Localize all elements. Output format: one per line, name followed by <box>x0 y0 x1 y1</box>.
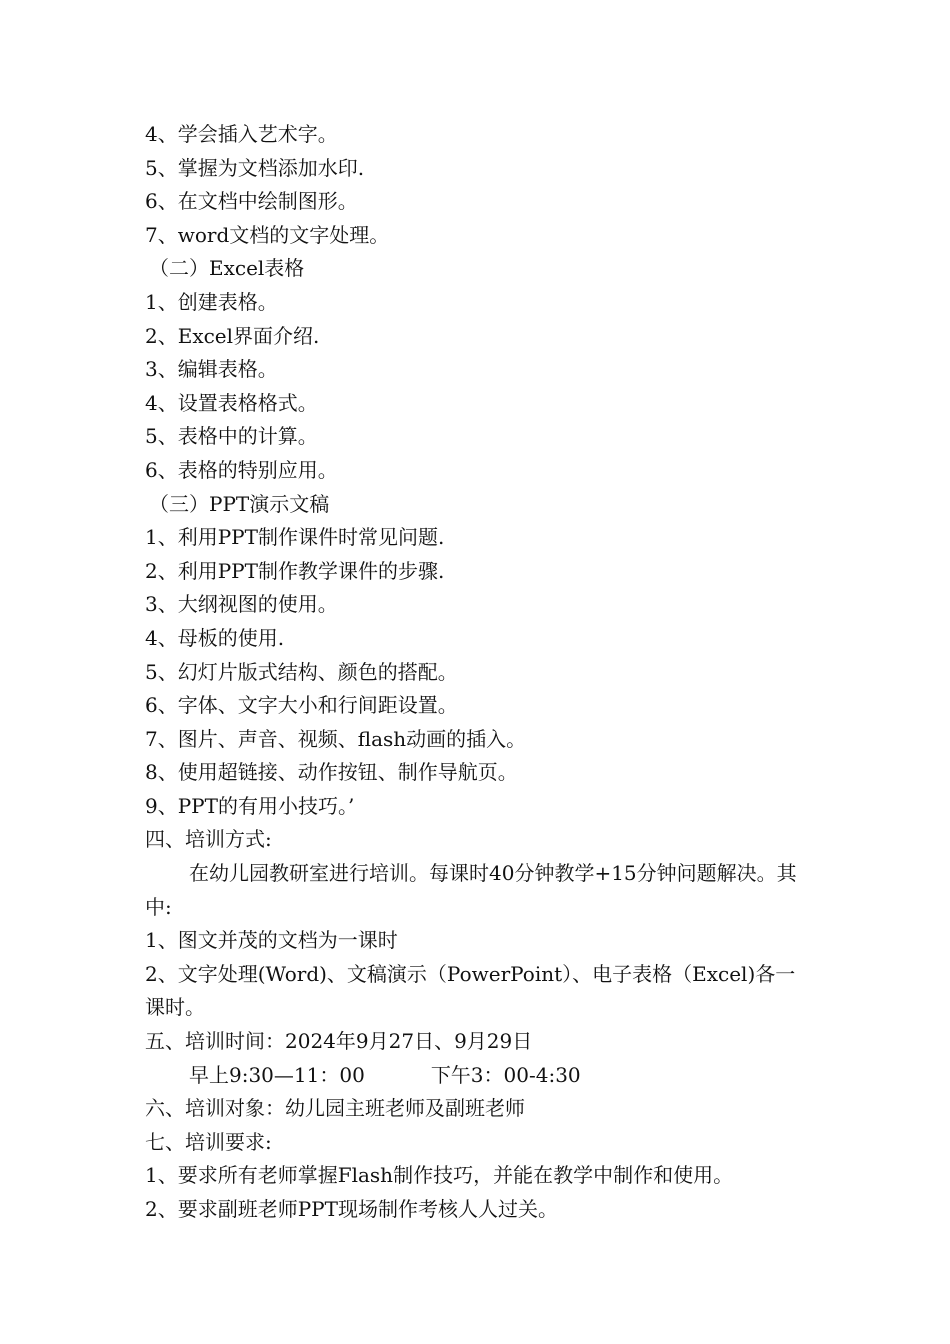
section-heading-training-time: 五、培训时间：2024年9月27日、9月29日 <box>145 1029 533 1054</box>
list-item: 1、创建表格。 <box>145 289 278 314</box>
list-item: 7、图片、声音、视频、flash动画的插入。 <box>145 726 527 751</box>
list-item: 6、表格的特别应用。 <box>145 457 338 482</box>
list-item: 7、word文档的文字处理。 <box>145 222 390 247</box>
list-item: 4、设置表格格式。 <box>145 390 318 415</box>
section-heading-training-method: 四、培训方式: <box>145 827 272 852</box>
list-item: 4、母板的使用. <box>145 625 285 650</box>
section-heading-training-target: 六、培训对象：幼儿园主班老师及副班老师 <box>145 1096 525 1121</box>
list-item: 5、幻灯片版式结构、颜色的搭配。 <box>145 659 458 684</box>
list-item: 6、在文档中绘制图形。 <box>145 189 358 214</box>
subsection-heading-ppt: （三）PPT演示文稿 <box>149 491 330 516</box>
list-item: 2、Excel界面介绍. <box>145 323 320 348</box>
list-item: 8、使用超链接、动作按钮、制作导航页。 <box>145 760 518 785</box>
afternoon-slot: 下午3：00-4:30 <box>430 1062 581 1087</box>
morning-slot: 早上9:30—11：00 <box>189 1062 365 1087</box>
section-heading-training-requirements: 七、培训要求: <box>145 1129 272 1154</box>
list-item: 4、学会插入艺术字。 <box>145 122 338 146</box>
list-item: 2、利用PPT制作教学课件的步骤. <box>145 558 445 583</box>
list-item: 1、要求所有老师掌握Flash制作技巧，并能在教学中制作和使用。 <box>145 1163 734 1188</box>
paragraph-training-method: 在幼儿园教研室进行培训。每课时40分钟教学+15分钟问题解决。其中: <box>145 861 797 919</box>
list-item: 2、要求副班老师PPT现场制作考核人人过关。 <box>145 1197 558 1221</box>
list-item: 9、PPT的有用小技巧。’ <box>145 793 355 818</box>
list-item: 5、掌握为文档添加水印. <box>145 155 365 180</box>
list-item: 1、利用PPT制作课件时常见问题. <box>145 525 445 550</box>
list-item: 3、大纲视图的使用。 <box>145 592 338 617</box>
training-time-slots <box>145 1059 810 1093</box>
list-item: 3、编辑表格。 <box>145 357 278 382</box>
list-item: 6、字体、文字大小和行间距设置。 <box>145 693 458 718</box>
document-body <box>145 118 810 1227</box>
list-item: 1、图文并茂的文档为一课时 <box>145 928 398 953</box>
list-item: 5、表格中的计算。 <box>145 424 318 449</box>
subsection-heading-excel: （二）Excel表格 <box>149 256 305 281</box>
list-item: 2、文字处理(Word)、文稿演示（PowerPoint）、电子表格（Excel)各一课时。 <box>145 961 796 1020</box>
